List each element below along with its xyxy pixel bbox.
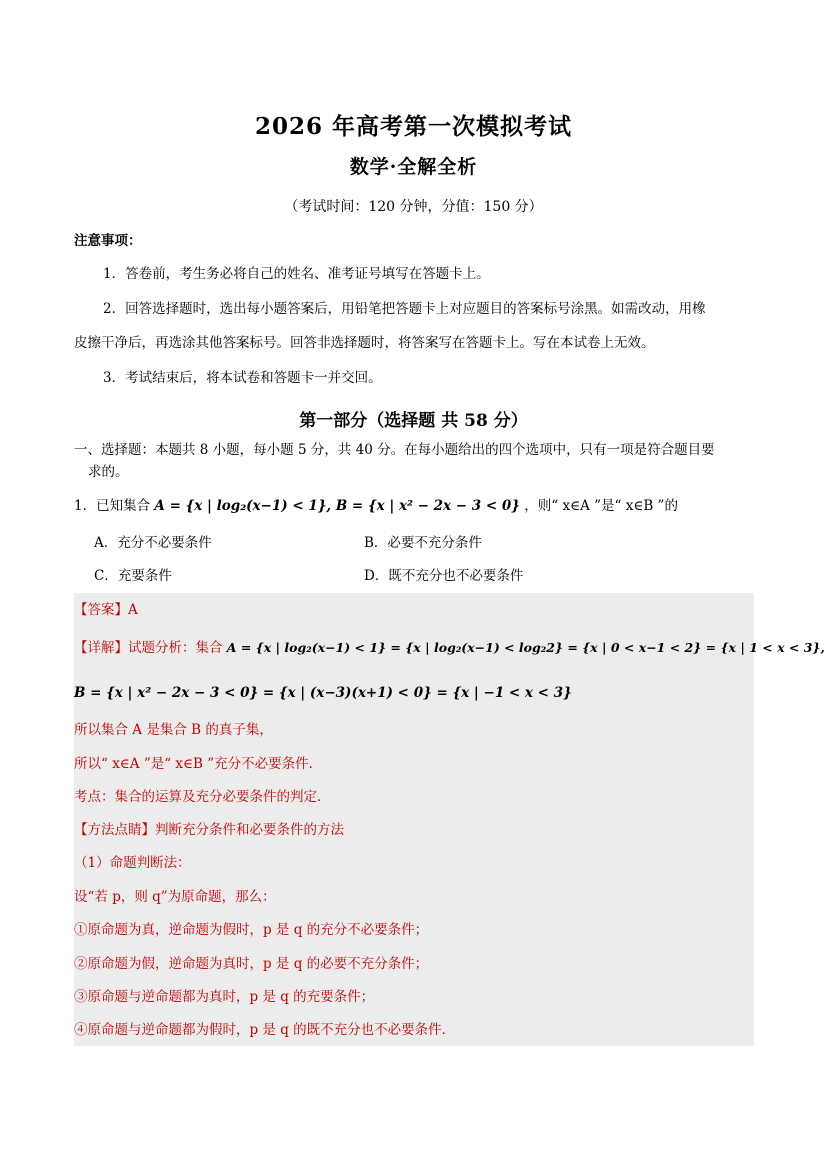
case-3: ③原命题与逆命题都为真时，p 是 q 的充要条件； <box>74 989 375 1005</box>
option-c: C．充要条件 <box>94 568 172 584</box>
detail-math-a: A = {x | log₂(x−1) < 1} = {x | log₂(x−1) < log₂2} = {x | 0 < x−1 < 2} = {x | 1 < x < 3}, <box>226 640 825 655</box>
case-2: ②原命题为假，逆命题为真时，p 是 q 的必要不充分条件； <box>74 956 429 972</box>
option-a: A．充分不必要条件 <box>94 535 212 551</box>
method-1: （1）命题判断法： <box>74 855 191 871</box>
notice-heading: 注意事项： <box>74 233 142 249</box>
section-instruction: 一、选择题：本题共 8 小题，每小题 5 分，共 40 分。在每小题给出的四个选项中，只有一项是符合题目要 <box>74 442 715 458</box>
section-instruction-cont: 求的。 <box>88 464 129 480</box>
page-subtitle: 数学·全解全析 <box>349 156 478 178</box>
method-2: 设“若 p，则 q”为原命题，那么： <box>74 889 276 905</box>
detail-math-b: B = {x | x² − 2x − 3 < 0} = {x | (x−3)(x+1) < 0} = {x | −1 < x < 3} <box>74 685 572 701</box>
method-label: 【方法点睛】判断充分条件和必要条件的方法 <box>74 822 344 838</box>
page-title: 2026 年高考第一次模拟考试 <box>254 113 573 140</box>
notice-item-3: 3．考试结束后，将本试卷和答题卡一并交回。 <box>103 370 382 386</box>
notice-item-2: 2．回答选择题时，选出每小题答案后，用铅笔把答题卡上对应题目的答案标号涂黑。如需改动，用橡 <box>103 301 706 317</box>
question-prefix: 1．已知集合 <box>74 498 151 514</box>
question-suffix: ，则“ x∈A ”是“ x∈B ”的 <box>524 498 678 514</box>
answer-line-1: 所以集合 A 是集合 B 的真子集， <box>74 722 273 738</box>
option-b: B．必要不充分条件 <box>364 535 482 551</box>
detail-line <box>74 638 825 658</box>
answer-line-3: 考点：集合的运算及充分必要条件的判定． <box>74 789 331 805</box>
answer-line: 【答案】A <box>74 602 138 618</box>
question-1 <box>74 496 678 516</box>
section-heading: 第一部分（选择题 共 58 分） <box>299 411 528 431</box>
case-1: ①原命题为真，逆命题为假时，p 是 q 的充分不必要条件； <box>74 922 429 938</box>
answer-line-2: 所以“ x∈A ”是“ x∈B ”充分不必要条件． <box>74 756 323 772</box>
exam-info: （考试时间：120 分钟，分值：150 分） <box>284 199 543 215</box>
detail-text: 试题分析：集合 <box>128 640 223 656</box>
notice-item-2-cont: 皮擦干净后，再选涂其他答案标号。回答非选择题时，将答案写在答题卡上。写在本试卷上无效。 <box>74 335 655 351</box>
question-sets: A = {x | log₂(x−1) < 1}, B = {x | x² − 2x − 3 < 0} <box>154 498 520 514</box>
notice-item-1: 1．答卷前，考生务必将自己的姓名、准考证号填写在答题卡上。 <box>103 266 490 282</box>
case-4: ④原命题与逆命题都为假时，p 是 q 的既不充分也不必要条件． <box>74 1022 456 1038</box>
option-d: D．既不充分也不必要条件 <box>364 568 524 584</box>
detail-label: 【详解】 <box>74 640 128 656</box>
